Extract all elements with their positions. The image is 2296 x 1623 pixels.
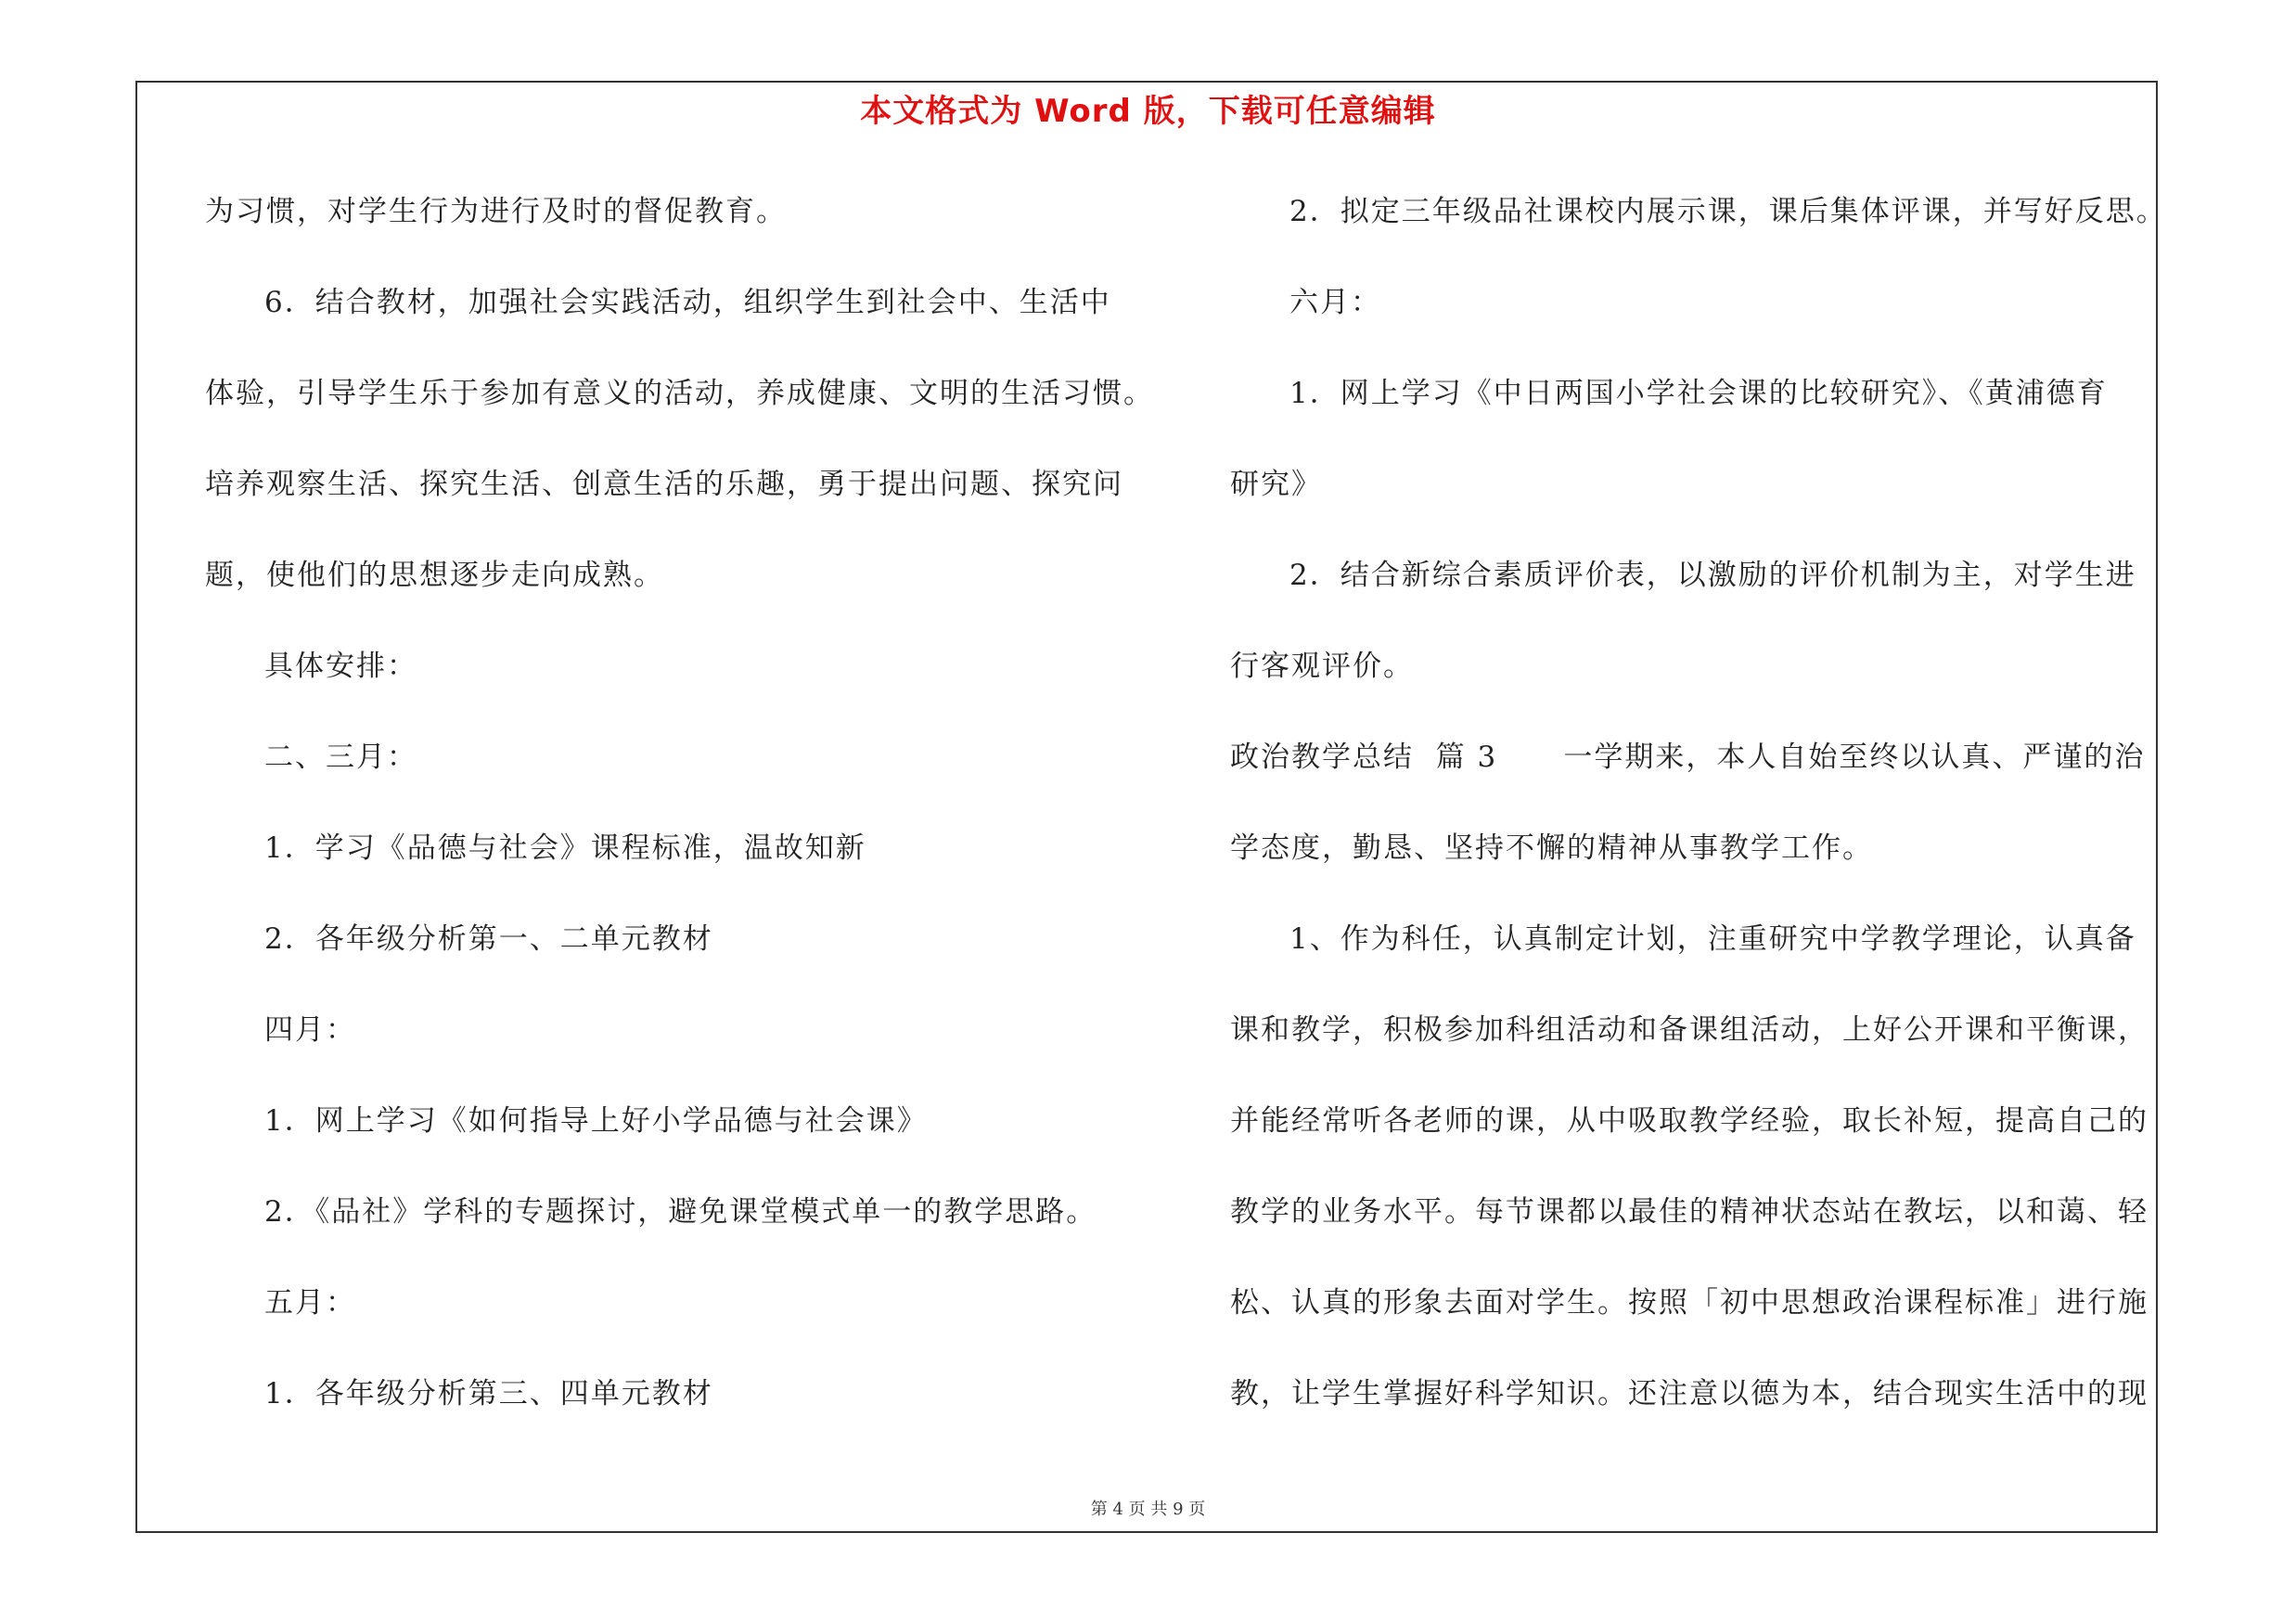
month-heading: 六月： (1289, 286, 1381, 319)
month-heading: 五月： (264, 1286, 356, 1320)
paragraph-line: 行客观评价。 (1230, 650, 1414, 683)
summary-title-line: 政治教学总结 篇 3 一学期来，本人自始至终以认真、严谨的治 (1230, 741, 2146, 774)
paragraph-line: 培养观察生活、探究生活、创意生活的乐趣，勇于提出问题、探究问 (205, 468, 1123, 501)
paragraph-line: 教，让学生掌握好科学知识。还注意以德为本，结合现实生活中的现 (1230, 1377, 2148, 1410)
paragraph-line: 题，使他们的思想逐步走向成熟。 (205, 559, 664, 592)
list-item: 1．学习《品德与社会》课程标准，温故知新 (264, 831, 866, 865)
month-heading: 四月： (264, 1013, 356, 1047)
paragraph-line: 为习惯，对学生行为进行及时的督促教育。 (205, 195, 787, 228)
paragraph-line: 松、认真的形象去面对学生。按照「初中思想政治课程标准」进行施 (1230, 1286, 2148, 1320)
paragraph-line: 体验，引导学生乐于参加有意义的活动，养成健康、文明的生活习惯。 (205, 377, 1154, 410)
format-notice-banner: 本文格式为 Word 版，下载可任意编辑 (860, 93, 1436, 130)
section-heading: 具体安排： (264, 650, 417, 683)
paragraph-line: 教学的业务水平。每节课都以最佳的精神状态站在教坛，以和蔼、轻 (1230, 1195, 2148, 1229)
list-item: 1．网上学习《如何指导上好小学品德与社会课》 (264, 1104, 928, 1138)
paragraph-line: 学态度，勤恳、坚持不懈的精神从事教学工作。 (1230, 831, 1873, 865)
list-item: 2．各年级分析第一、二单元教材 (264, 922, 713, 956)
paragraph-line: 研究》 (1230, 468, 1322, 501)
month-heading: 二、三月： (264, 741, 417, 774)
list-item: 1．网上学习《中日两国小学社会课的比较研究》、《黄浦德育 (1289, 377, 2108, 410)
list-item: 2．拟定三年级品社课校内展示课，课后集体评课，并写好反思。 (1289, 195, 2167, 228)
paragraph-line: 1、作为科任，认真制定计划，注重研究中学教学理论，认真备 (1289, 922, 2136, 956)
page-number: 第 4 页 共 9 页 (1090, 1500, 1206, 1519)
paragraph-line: 6．结合教材，加强社会实践活动，组织学生到社会中、生活中 (264, 286, 1111, 319)
list-item: 2．《品社》学科的专题探讨，避免课堂模式单一的教学思路。 (264, 1195, 1097, 1229)
list-item: 1．各年级分析第三、四单元教材 (264, 1377, 713, 1410)
paragraph-line: 课和教学，积极参加科组活动和备课组活动，上好公开课和平衡课， (1230, 1013, 2148, 1047)
paragraph-line: 并能经常听各老师的课，从中吸取教学经验，取长补短，提高自己的 (1230, 1104, 2148, 1138)
list-item: 2．结合新综合素质评价表，以激励的评价机制为主，对学生进 (1289, 559, 2136, 592)
